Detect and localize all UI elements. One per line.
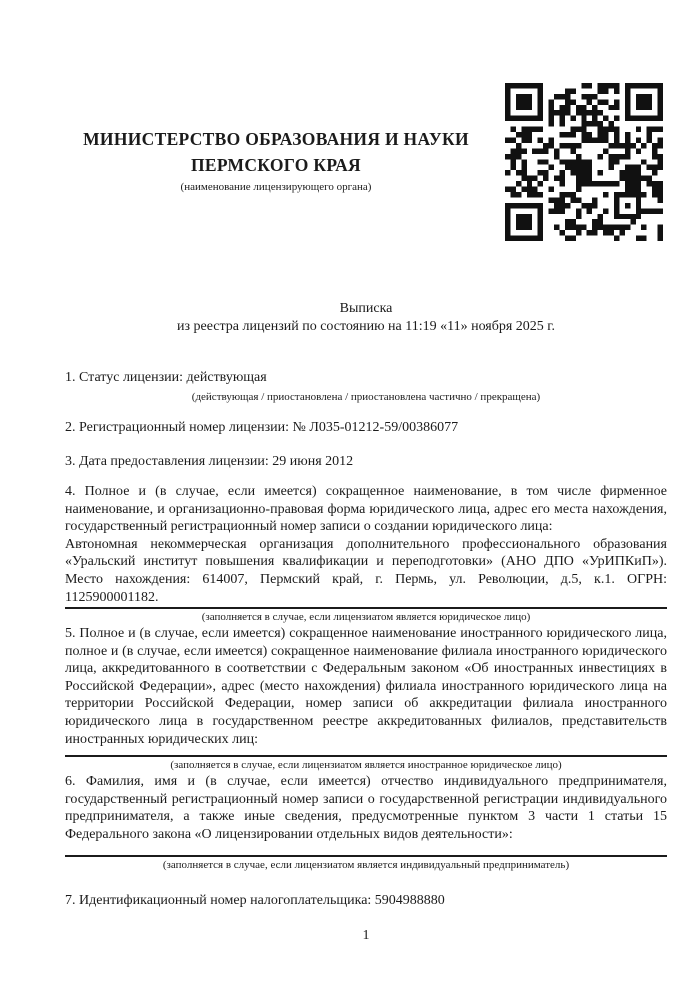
item-license-status <box>65 369 667 404</box>
ministry-name-line2: ПЕРМСКОГО КРАЯ <box>191 155 361 175</box>
ministry-header <box>65 126 487 194</box>
fill-in-rule-legal-entity <box>65 607 667 609</box>
document-title <box>65 300 667 335</box>
fill-note-foreign-entity: (заполняется в случае, если лицензиатом является иностранное юридическое лицо) <box>170 759 562 772</box>
registration-number-text: 2. Регистрационный номер лицензии: № Л035-01212-59/00386077 <box>65 420 459 435</box>
page-number: 1 <box>362 928 370 943</box>
entrepreneur-question: 6. Фамилия, имя и (в случае, если имеется) отчество индивидуального предпринимателя, государственный регистрационный номер записи о государственной регистрации индивидуального предпринимателя, а также иные сведения, предусмотренные пунктом 3 части 1 статьи 15 Федерального закона «О лицензировании отдельных видов деятельности»: <box>65 774 667 842</box>
document-title-line2: из реестра лицензий по состоянию на 11:19 «11» ноября 2025 г. <box>177 318 555 334</box>
ministry-caption: (наименование лицензирующего органа) <box>180 181 372 193</box>
legal-entity-question: 4. Полное и (в случае, если имеется) сокращенное наименование, в том числе фирменное наименование, и организационно-правовая форма юридического лица, адрес его места нахождения, государственный регистрационный номер записи о создании юридического лица: <box>65 484 667 535</box>
taxpayer-id-text: 7. Идентификационный номер налогоплательщика: 5904988880 <box>65 893 445 908</box>
fill-note-entrepreneur: (заполняется в случае, если лицензиатом является индивидуальный предприниматель) <box>162 859 570 872</box>
fill-in-rule-entrepreneur <box>65 855 667 857</box>
item-registration-number <box>65 419 667 437</box>
fill-note-legal-entity: (заполняется в случае, если лицензиатом является юридическое лицо) <box>201 611 531 624</box>
qr-code <box>505 83 663 241</box>
ministry-name-line1: МИНИСТЕРСТВО ОБРАЗОВАНИЯ И НАУКИ <box>83 129 469 149</box>
license-status-text: 1. Статус лицензии: действующая <box>65 370 267 385</box>
grant-date-text: 3. Дата предоставления лицензии: 29 июня 2012 <box>65 454 354 469</box>
item-grant-date <box>65 453 667 471</box>
item-entrepreneur <box>65 773 667 872</box>
fill-in-rule-foreign-entity <box>65 755 667 757</box>
legal-entity-answer: Автономная некоммерческая организация дополнительного профессионального образования «Уральский институт повышения квалификации и переподготовки» (АНО ДПО «УрИПКиП»). Место нахождения: 614007, Пермский край, г. Пермь, ул. Революции, д.5, к.1. ОГРН: 1125900001182. <box>65 536 667 605</box>
item-foreign-entity <box>65 625 667 772</box>
document-title-line1: Выписка <box>339 301 393 316</box>
license-status-options-note: (действующая / приостановлена / приостановлена частично / прекращена) <box>191 390 541 403</box>
item-taxpayer-id <box>65 892 667 910</box>
foreign-entity-question: 5. Полное и (в случае, если имеется) сокращенное наименование иностранного юридического лица, полное и (в случае, если имеется) сокращенное наименование филиала иностранного юридического лица, аккредитованного в соответствии с Федеральным законом «Об иностранных инвестициях в Российской Федерации», адрес (место нахождения) филиала иностранного юридического лица на территории Российской Федерации, номер записи об аккредитации филиала иностранного юридического лица в государственном реестре аккредитованных филиалов, представительств иностранных юридических лиц: <box>65 626 667 747</box>
item-legal-entity <box>65 483 667 624</box>
